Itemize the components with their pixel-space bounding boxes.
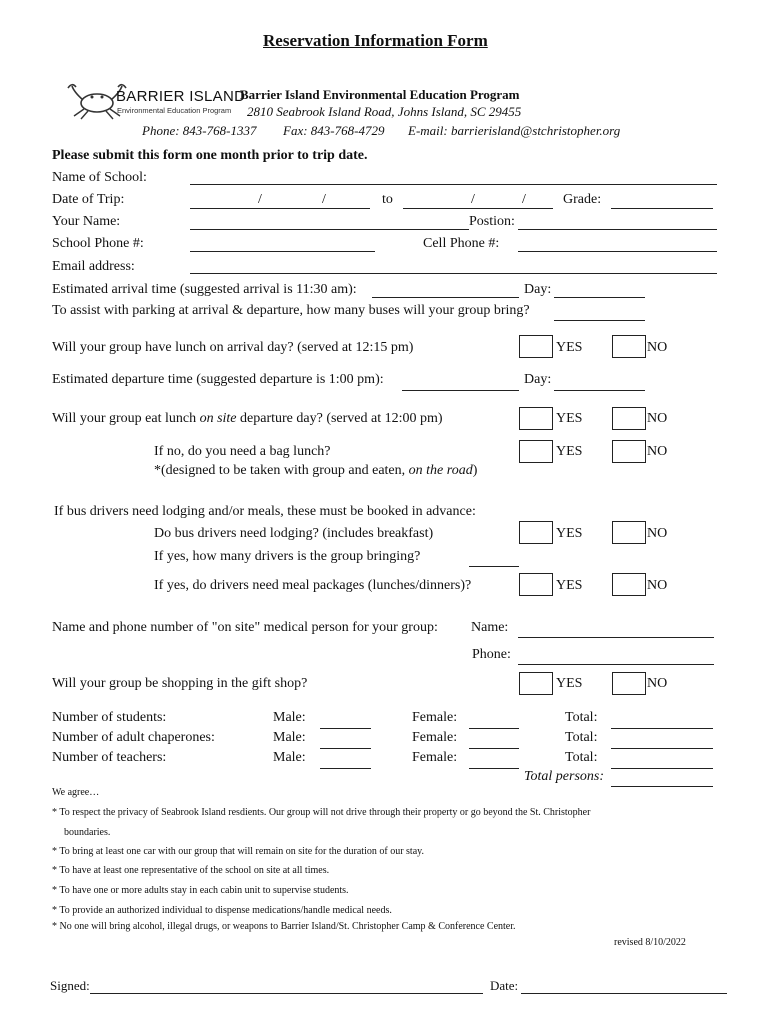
agree-item: * To bring at least one car with our group that will remain on site for the duration of our stay. — [52, 846, 424, 857]
female-label: Female: — [412, 730, 458, 745]
agree-item: * To have one or more adults stay in each cabin unit to supervise students. — [52, 885, 349, 896]
female-label: Female: — [412, 750, 458, 765]
agree-item: boundaries. — [64, 827, 111, 838]
chaperones-total-field[interactable] — [611, 748, 713, 749]
drivers-lodging-label: Do bus drivers need lodging? (includes breakfast) — [154, 526, 434, 541]
logo-tagline: Environmental Education Program — [117, 106, 232, 115]
arrival-label: Estimated arrival time (suggested arrival is 11:30 am): — [52, 282, 357, 297]
school-name-label: Name of School: — [52, 170, 147, 185]
agree-item: * To respect the privacy of Seabrook Island resdients. Our group will not drive through their property or go beyond the St. Christopher — [52, 807, 591, 818]
total-persons-field[interactable] — [611, 786, 713, 787]
departure-day-field[interactable] — [554, 390, 645, 391]
lunch-arrival-label: Will your group have lunch on arrival day? (served at 12:15 pm) — [52, 340, 414, 355]
arrival-day-label: Day: — [524, 282, 552, 297]
bag-lunch-note: *(designed to be taken with group and eaten, on the road) — [154, 463, 478, 478]
no-label: NO — [647, 444, 668, 459]
yes-label: YES — [556, 578, 583, 593]
bag-lunch-no-checkbox[interactable] — [612, 440, 646, 463]
lunch-arrival-yes-checkbox[interactable] — [519, 335, 553, 358]
drivers-meals-no-checkbox[interactable] — [612, 573, 646, 596]
no-label: NO — [647, 411, 668, 426]
gift-shop-yes-checkbox[interactable] — [519, 672, 553, 695]
revised-date: revised 8/10/2022 — [614, 937, 686, 948]
students-female-field[interactable] — [469, 728, 519, 729]
school-phone-label: School Phone #: — [52, 236, 144, 251]
total-label: Total: — [565, 750, 598, 765]
medical-name-label: Name: — [471, 620, 509, 635]
cell-phone-label: Cell Phone #: — [423, 236, 500, 251]
grade-field[interactable] — [611, 208, 713, 209]
medical-phone-field[interactable] — [518, 664, 714, 665]
agree-item: * No one will bring alcohol, illegal drugs, or weapons to Barrier Island/St. Christopher Camp & Conference Center. — [52, 921, 516, 932]
org-address: 2810 Seabrook Island Road, Johns Island, SC 29455 — [247, 104, 522, 119]
submission-notice: Please submit this form one month prior to trip date. — [52, 148, 368, 163]
cell-phone-field[interactable] — [518, 251, 717, 252]
buses-field[interactable] — [554, 320, 645, 321]
logo-name: BARRIER ISLAND — [116, 88, 246, 105]
signed-label: Signed: — [50, 978, 90, 993]
female-label: Female: — [412, 710, 458, 725]
drivers-meals-yes-checkbox[interactable] — [519, 573, 553, 596]
male-label: Male: — [273, 710, 306, 725]
arrival-day-field[interactable] — [554, 297, 645, 298]
no-label: NO — [647, 340, 668, 355]
departure-time-field[interactable] — [402, 390, 519, 391]
school-phone-field[interactable] — [190, 251, 375, 252]
departure-day-label: Day: — [524, 372, 552, 387]
yes-label: YES — [556, 676, 583, 691]
trip-end-date-field[interactable] — [403, 208, 553, 209]
no-label: NO — [647, 526, 668, 541]
your-name-field[interactable] — [190, 229, 469, 230]
lunch-departure-no-checkbox[interactable] — [612, 407, 646, 430]
trip-start-date-field[interactable] — [190, 208, 370, 209]
gift-shop-no-checkbox[interactable] — [612, 672, 646, 695]
total-persons-label: Total persons: — [524, 769, 605, 784]
total-label: Total: — [565, 710, 598, 725]
students-label: Number of students: — [52, 710, 167, 725]
male-label: Male: — [273, 730, 306, 745]
drivers-meals-label: If yes, do drivers need meal packages (lunches/dinners)? — [154, 578, 472, 593]
no-label: NO — [647, 578, 668, 593]
chaperones-female-field[interactable] — [469, 748, 519, 749]
position-field[interactable] — [518, 229, 717, 230]
no-label: NO — [647, 676, 668, 691]
drivers-lodging-no-checkbox[interactable] — [612, 521, 646, 544]
your-name-label: Your Name: — [52, 214, 121, 229]
org-email: E-mail: barrierisland@stchristopher.org — [408, 123, 621, 138]
medical-phone-label: Phone: — [472, 647, 511, 662]
to-label: to — [382, 192, 393, 207]
agree-intro: We agree… — [52, 787, 100, 798]
male-label: Male: — [273, 750, 306, 765]
chaperones-label: Number of adult chaperones: — [52, 730, 215, 745]
buses-label: To assist with parking at arrival & departure, how many buses will your group bring? — [52, 303, 530, 318]
lunch-arrival-no-checkbox[interactable] — [612, 335, 646, 358]
yes-label: YES — [556, 444, 583, 459]
trip-date-label: Date of Trip: — [52, 192, 125, 207]
org-phone: Phone: 843-768-1337 — [142, 123, 257, 138]
lunch-departure-yes-checkbox[interactable] — [519, 407, 553, 430]
students-total-field[interactable] — [611, 728, 713, 729]
agree-item: * To provide an authorized individual to dispense medications/handle medical needs. — [52, 905, 392, 916]
position-label: Postion: — [469, 214, 515, 229]
drivers-intro: If bus drivers need lodging and/or meals, these must be booked in advance: — [54, 504, 476, 519]
grade-label: Grade: — [563, 192, 602, 207]
signature-field[interactable] — [90, 993, 483, 994]
date-slash: / — [322, 192, 326, 207]
email-field[interactable] — [190, 273, 717, 274]
drivers-lodging-yes-checkbox[interactable] — [519, 521, 553, 544]
yes-label: YES — [556, 526, 583, 541]
teachers-total-field[interactable] — [611, 768, 713, 769]
lunch-departure-label: Will your group eat lunch on site departure day? (served at 12:00 pm) — [52, 411, 443, 426]
bag-lunch-label: If no, do you need a bag lunch? — [154, 444, 331, 459]
email-label: Email address: — [52, 259, 135, 274]
org-fax: Fax: 843-768-4729 — [283, 123, 385, 138]
drivers-count-label: If yes, how many drivers is the group bringing? — [154, 549, 421, 564]
yes-label: YES — [556, 340, 583, 355]
drivers-count-field[interactable] — [469, 566, 519, 567]
bag-lunch-yes-checkbox[interactable] — [519, 440, 553, 463]
date-slash: / — [522, 192, 526, 207]
students-male-field[interactable] — [320, 728, 371, 729]
date-label: Date: — [490, 978, 519, 993]
teachers-female-field[interactable] — [469, 768, 519, 769]
yes-label: YES — [556, 411, 583, 426]
agree-item: * To have at least one representative of the school on site at all times. — [52, 865, 330, 876]
page-title: Reservation Information Form — [263, 31, 488, 50]
gift-shop-label: Will your group be shopping in the gift shop? — [52, 676, 308, 691]
teachers-label: Number of teachers: — [52, 750, 167, 765]
arrival-time-field[interactable] — [372, 297, 519, 298]
medical-label: Name and phone number of "on site" medical person for your group: — [52, 620, 438, 635]
school-name-field[interactable] — [190, 184, 717, 185]
signature-date-field[interactable] — [521, 993, 727, 994]
date-slash: / — [258, 192, 262, 207]
medical-name-field[interactable] — [518, 637, 714, 638]
date-slash: / — [471, 192, 475, 207]
teachers-male-field[interactable] — [320, 768, 371, 769]
chaperones-male-field[interactable] — [320, 748, 371, 749]
total-label: Total: — [565, 730, 598, 745]
org-name: Barrier Island Environmental Education Program — [240, 87, 520, 102]
departure-label: Estimated departure time (suggested departure is 1:00 pm): — [52, 372, 384, 387]
